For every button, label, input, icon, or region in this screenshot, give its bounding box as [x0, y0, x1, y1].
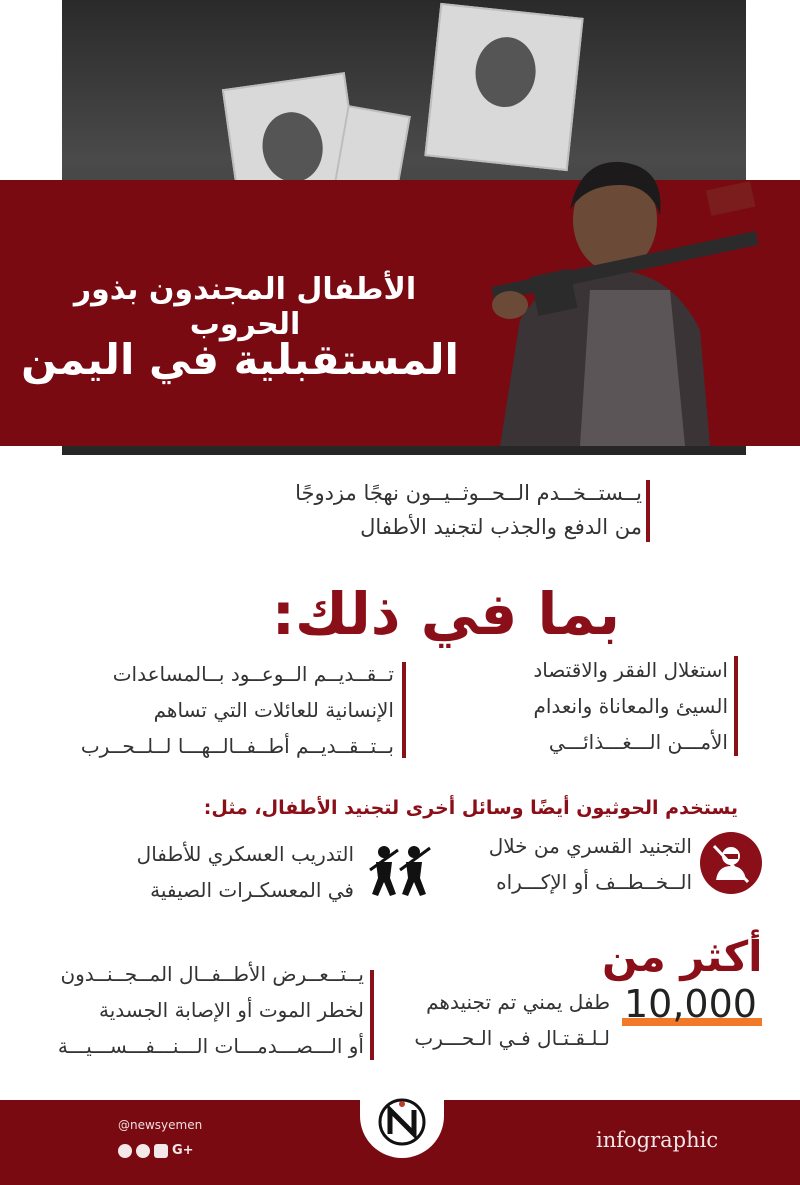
- risk-line: أو الـــصـــدمـــات الـــنـــفـــســـيـــة: [57, 1034, 364, 1058]
- tactic-left-bar: [402, 662, 406, 758]
- method-line: الــخــطــف أو الإكـــراه: [496, 870, 692, 894]
- stat-text: [380, 984, 610, 1056]
- method-line: في المعسكـرات الصيفية: [150, 878, 354, 902]
- tactic-line: الأمـــن الـــغـــذائـــي: [548, 730, 728, 754]
- instagram-icon[interactable]: [154, 1144, 168, 1158]
- tactic-left: [64, 656, 394, 764]
- logo-tab: [360, 1078, 444, 1158]
- stat-number: 10,000: [624, 982, 757, 1026]
- section-heading: بما في ذلك:: [271, 580, 620, 648]
- intro-line: يــستــخــدم الــحــوثــيــون نهجًا مزدوجًا: [295, 481, 642, 505]
- risk-line: يــتــعــرض الأطــفــال المــجــنــدون: [60, 962, 364, 986]
- stat-line: لـلـقـتـال فـي الـحـــرب: [414, 1026, 610, 1050]
- tactic-line: استغلال الفقر والاقتصاد: [533, 658, 728, 682]
- intro-line: من الدفع والجذب لتجنيد الأطفال: [360, 515, 642, 539]
- method-right: [432, 828, 692, 900]
- risk-line: لخطر الموت أو الإصابة الجسدية: [99, 998, 364, 1022]
- tactic-line: السيئ والمعاناة وانعدام: [533, 694, 728, 718]
- soldiers-icon: [366, 842, 436, 898]
- intro-bar: [646, 480, 650, 542]
- news-yemen-logo-icon: [360, 1078, 444, 1158]
- intro-text: [222, 476, 642, 544]
- tactic-right: [438, 652, 728, 760]
- twitter-icon[interactable]: [136, 1144, 150, 1158]
- method-line: التدريب العسكري للأطفال: [136, 842, 354, 866]
- tactic-line: بــتــقــديــم أطــفــالــهـــا لــلــحــرب: [80, 734, 394, 758]
- kidnapping-icon: [700, 832, 762, 894]
- social-handle[interactable]: @newsyemen: [118, 1118, 203, 1132]
- title-line-1: الأطفال المجندون بذور الحروب: [73, 272, 417, 342]
- method-left: [54, 836, 354, 908]
- stat-heading: أكثر من: [602, 932, 763, 981]
- tactic-line: الإنسانية للعائلات التي تساهم: [153, 698, 394, 722]
- tactic-right-bar: [734, 656, 738, 756]
- stat-line: طفل يمني تم تجنيدهم: [426, 990, 610, 1014]
- brand-label: infographic: [596, 1128, 719, 1152]
- social-icons: [118, 1140, 194, 1159]
- google-plus-icon[interactable]: G+: [172, 1143, 194, 1158]
- other-methods-intro: يستخدم الحوثيون أيضًا وسائل أخرى لتجنيد الأطفال، مثل:: [203, 797, 738, 819]
- method-line: التجنيد القسري من خلال: [488, 834, 692, 858]
- title-line-2: المستقبلية في اليمن: [21, 335, 459, 384]
- risk-text: [24, 956, 364, 1064]
- facebook-icon[interactable]: [118, 1144, 132, 1158]
- child-soldier-photo: [470, 140, 770, 446]
- risk-bar: [370, 970, 374, 1060]
- tactic-line: تــقــديــم الــوعــود بــالمساعدات: [112, 662, 394, 686]
